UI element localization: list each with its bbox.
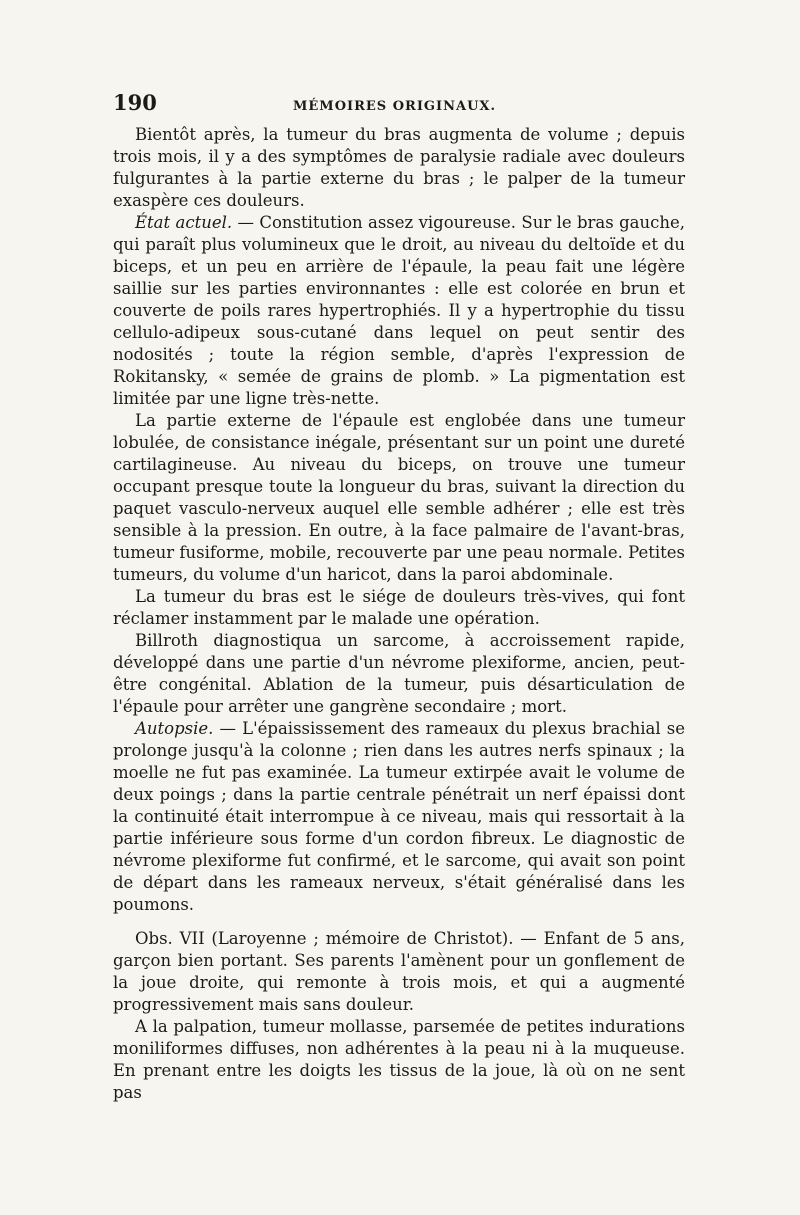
paragraph-2: État actuel. — Constitution assez vigoureuse. Sur le bras gauche, qui paraît plus volumineux que le droit, au niveau du deltoïde et du biceps, et un peu en arrière de l'épaule, la peau fait une légère saillie sur les parties environnantes : elle est colorée en brun et couverte de poils rares hypertrophiés. Il y a hypertrophie du tissu cellulo-adipeux sous-cutané dans lequel on peut sentir des nodosités ; toute la région semble, d'après l'expression de Rokitansky, « semée de grains de plomb. » La pigmentation est limitée par une ligne très-nette.	[113, 213, 685, 408]
section-lead-etat-actuel: État actuel.	[135, 213, 233, 232]
body-text	[113, 124, 685, 1104]
section-lead-autopsie: Autopsie.	[135, 719, 214, 738]
book-page	[113, 90, 685, 1104]
paragraph-4: La tumeur du bras est le siége de douleurs très-vives, qui font réclamer instamment par le malade une opération.	[113, 587, 685, 628]
page-number: 190	[113, 90, 157, 115]
paragraph-1: Bientôt après, la tumeur du bras augmenta de volume ; depuis trois mois, il y a des symptômes de paralysie radiale avec douleurs fulgurantes à la partie externe du bras ; le palper de la tumeur exaspère ces douleurs.	[113, 125, 685, 210]
running-title: MÉMOIRES ORIGINAUX.	[293, 99, 497, 114]
paragraph-3: La partie externe de l'épaule est englobée dans une tumeur lobulée, de consistance inégale, présentant sur un point une dureté cartilagineuse. Au niveau du biceps, on trouve une tumeur occupant presque toute la longueur du bras, suivant la direction du paquet vasculo-nerveux auquel elle semble adhérer ; elle est très sensible à la pression. En outre, à la face palmaire de l'avant-bras, tumeur fusiforme, mobile, recouverte par une peau normale. Petites tumeurs, du volume d'un haricot, dans la paroi abdominale.	[113, 411, 685, 584]
page-header	[113, 90, 685, 116]
paragraph-8: A la palpation, tumeur mollasse, parsemée de petites indurations moniliformes diffuses, non adhérentes à la peau ni à la muqueuse. En prenant entre les doigts les tissus de la joue, là où on ne sent pas	[113, 1017, 685, 1102]
paragraph-5: Billroth diagnostiqua un sarcome, à accroissement rapide, développé dans une partie d'un névrome plexiforme, ancien, peut-être congénital. Ablation de la tumeur, puis désarticulation de l'épaule pour arrêter une gangrène secondaire ; mort.	[113, 631, 685, 716]
paragraph-6: Autopsie. — L'épaississement des rameaux du plexus brachial se prolonge jusqu'à la colonne ; rien dans les autres nerfs spinaux ; la moelle ne fut pas examinée. La tumeur extirpée avait le volume de deux poings ; dans la partie centrale pénétrait un nerf épaissi dont la continuité était interrompue à ce niveau, mais qui ressortait à la partie inférieure sous forme d'un cordon fibreux. Le diagnostic de névrome plexiforme fut confirmé, et le sarcome, qui avait son point de départ dans les rameaux nerveux, s'était généralisé dans les poumons.	[113, 719, 685, 914]
paragraph-obs-vii: Obs. VII (Laroyenne ; mémoire de Christot). — Enfant de 5 ans, garçon bien portant. Ses parents l'amènent pour un gonflement de la joue droite, qui remonte à trois mois, et qui a augmenté progressivement mais sans douleur.	[113, 929, 685, 1014]
